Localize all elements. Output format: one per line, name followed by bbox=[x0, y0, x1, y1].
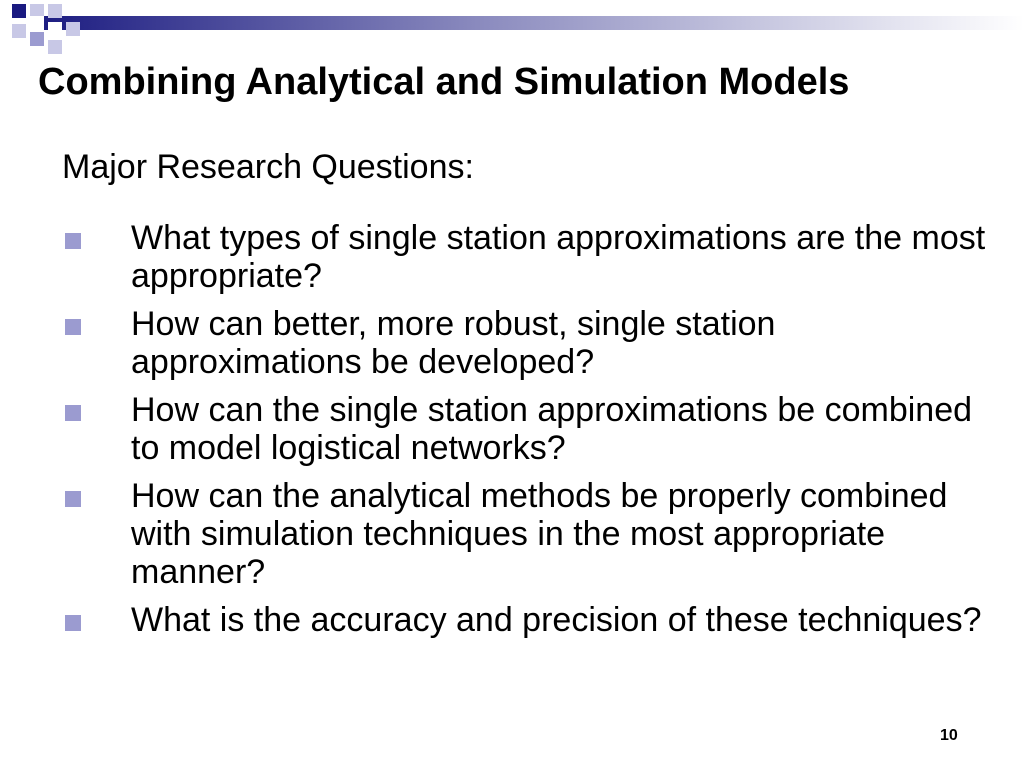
slide-number: 10 bbox=[940, 727, 958, 744]
square-bullet-icon bbox=[65, 615, 81, 631]
bullet-item bbox=[62, 601, 1002, 639]
deco-square bbox=[48, 40, 62, 54]
deco-square bbox=[48, 4, 62, 18]
slide-subheading: Major Research Questions: bbox=[62, 148, 474, 186]
bullet-text: What types of single station approximations are the most appropriate? bbox=[131, 219, 986, 295]
deco-square bbox=[48, 22, 62, 36]
bullet-text: How can the analytical methods be properly combined with simulation techniques in the most appropriate manner? bbox=[131, 477, 948, 591]
deco-square bbox=[30, 16, 44, 30]
bullet-text: How can better, more robust, single station approximations be developed? bbox=[131, 305, 776, 381]
header-gradient-bar bbox=[30, 16, 1024, 30]
header-decoration bbox=[0, 0, 1024, 64]
bullet-item bbox=[62, 219, 1002, 295]
square-bullet-icon bbox=[65, 405, 81, 421]
deco-square bbox=[30, 4, 44, 18]
bullet-item bbox=[62, 391, 1002, 467]
bullet-item bbox=[62, 305, 1002, 381]
bullet-text: How can the single station approximations be combined to model logistical networks? bbox=[131, 391, 973, 467]
deco-square bbox=[12, 24, 26, 38]
square-bullet-icon bbox=[65, 233, 81, 249]
deco-square bbox=[12, 4, 26, 18]
deco-square bbox=[30, 32, 44, 46]
deco-square bbox=[66, 22, 80, 36]
bullet-list bbox=[62, 219, 1002, 649]
slide-title: Combining Analytical and Simulation Models bbox=[38, 61, 850, 103]
square-bullet-icon bbox=[65, 491, 81, 507]
bullet-text: What is the accuracy and precision of these techniques? bbox=[131, 601, 982, 639]
square-bullet-icon bbox=[65, 319, 81, 335]
bullet-item bbox=[62, 477, 1002, 591]
